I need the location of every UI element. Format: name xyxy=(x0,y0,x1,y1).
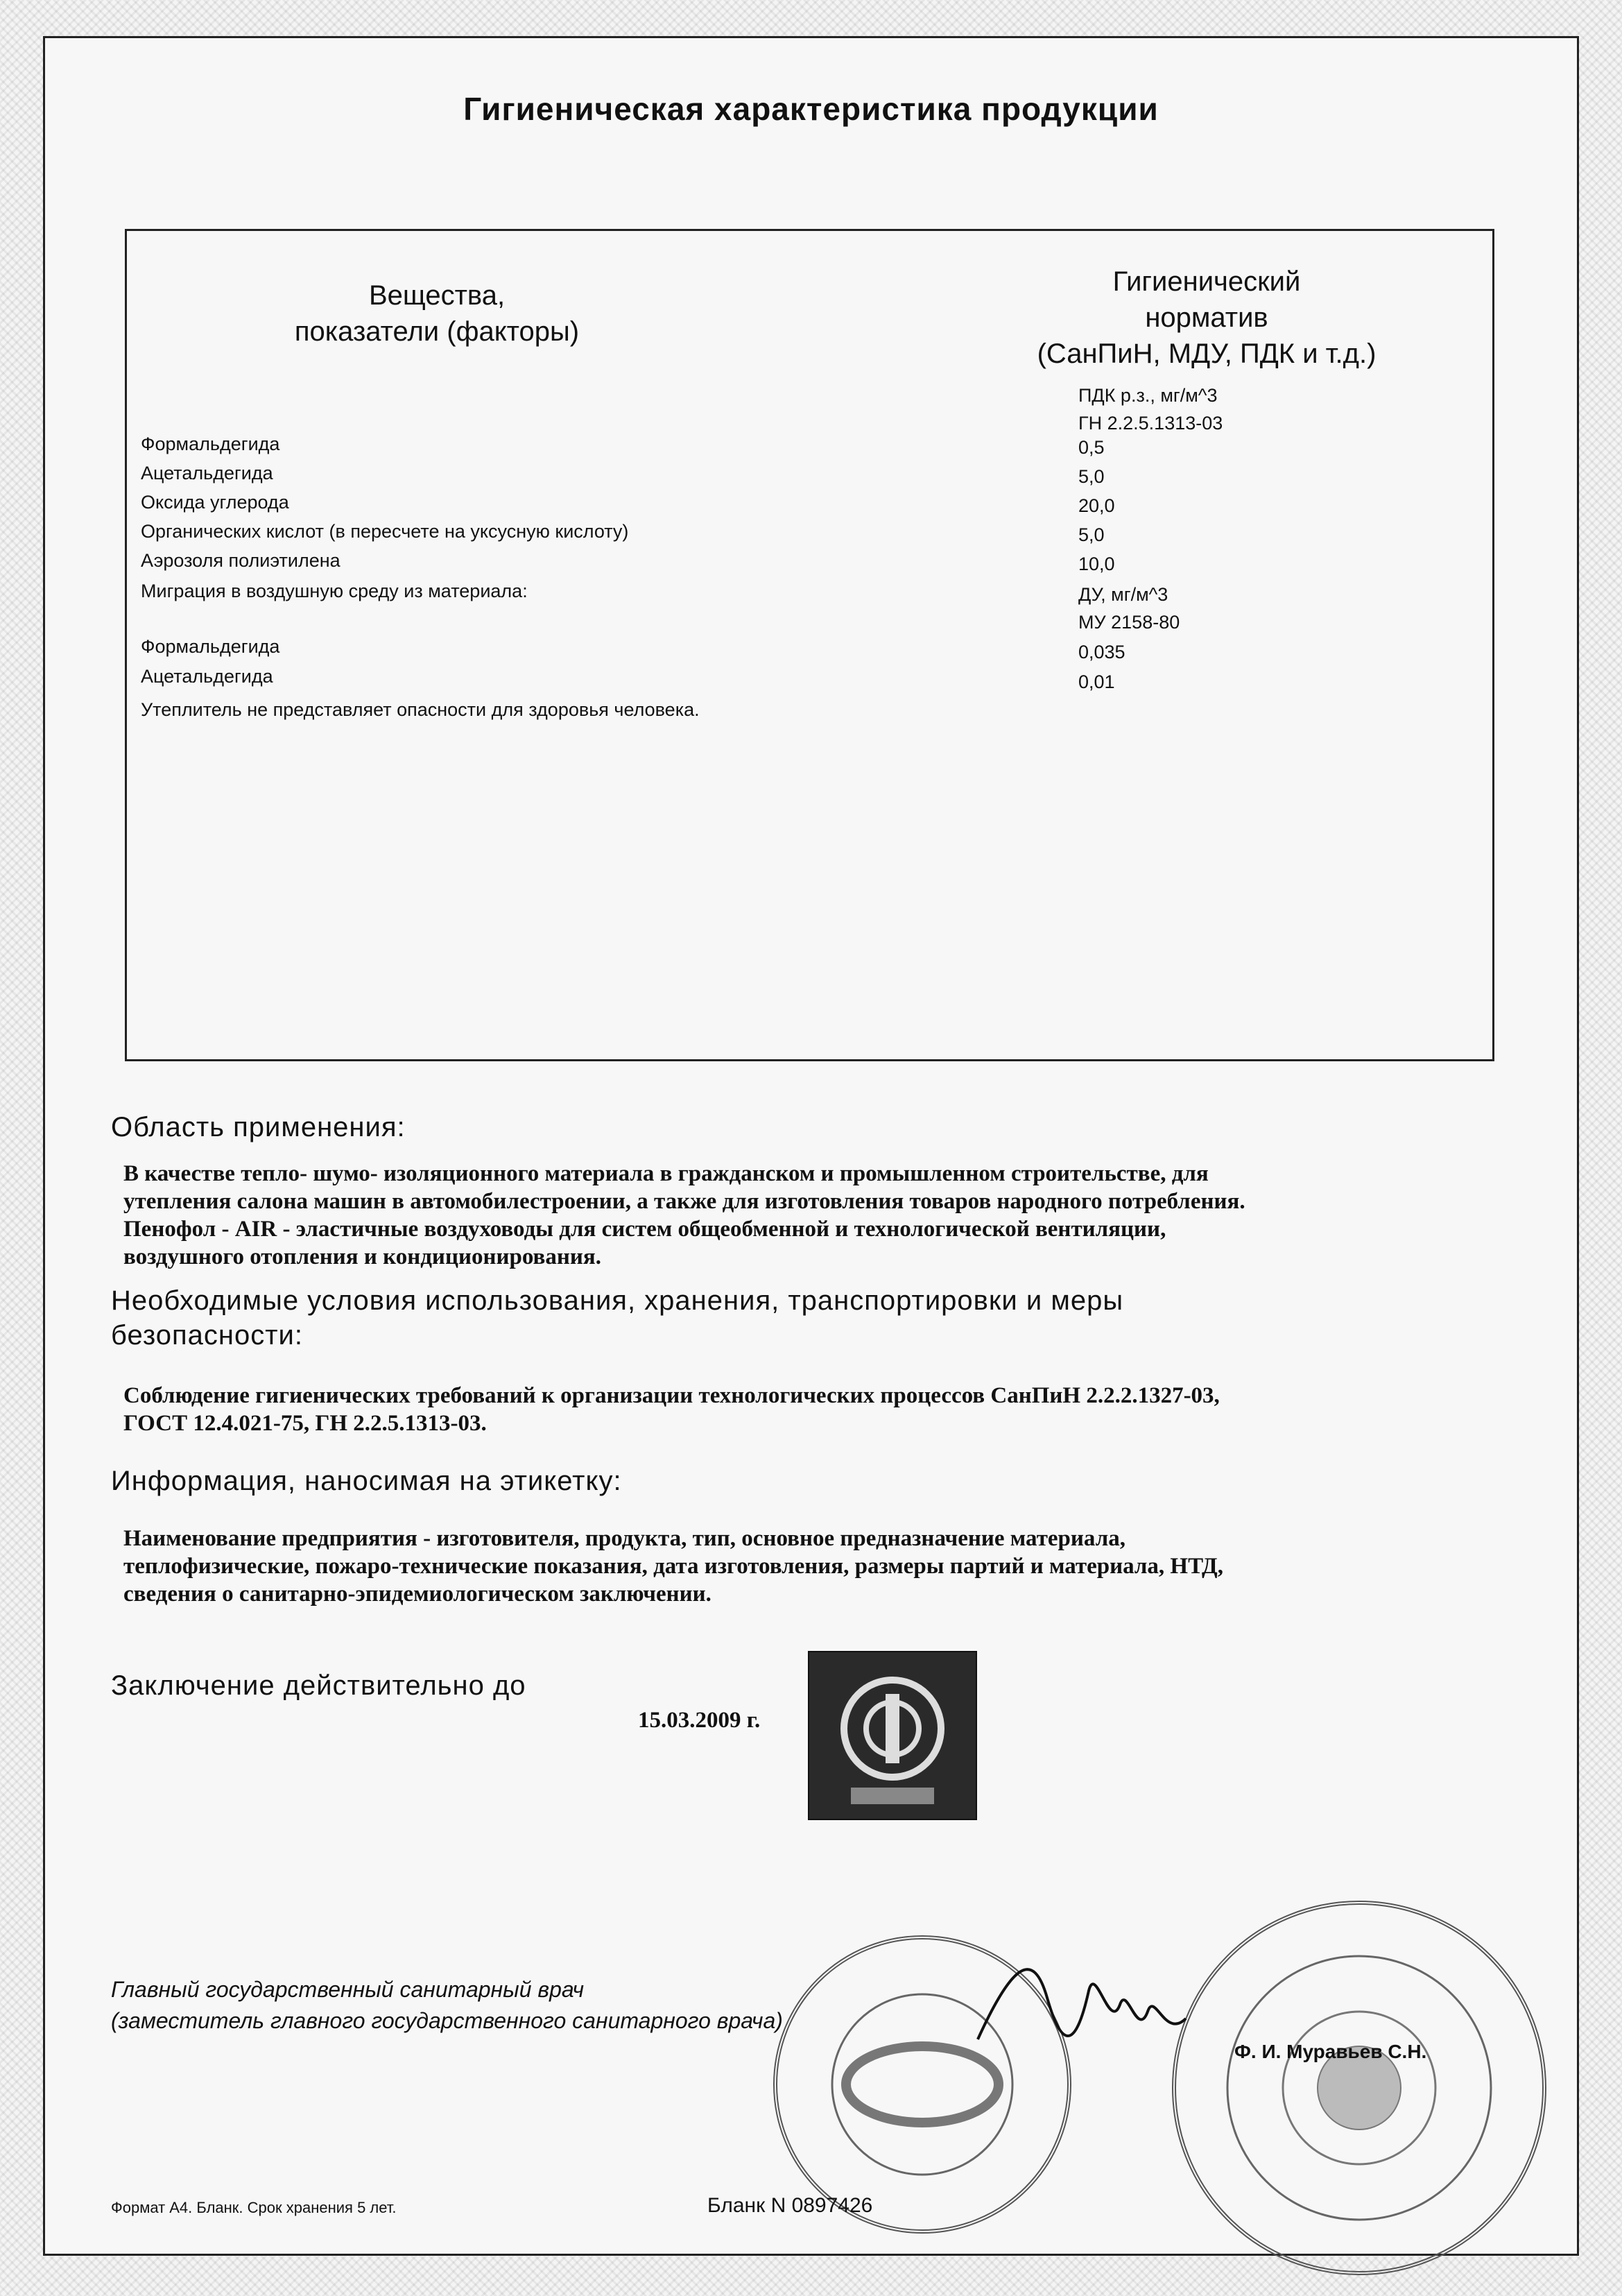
du-reference: МУ 2158-80 xyxy=(1078,612,1180,633)
pdk-reference: ГН 2.2.5.1313-03 xyxy=(1078,413,1223,434)
footer-format: Формат А4. Бланк. Срок хранения 5 лет. xyxy=(111,2199,397,2216)
table-header-substances: Вещества, показатели (факторы) xyxy=(294,280,580,347)
application-heading: Область применения: xyxy=(111,1112,406,1142)
hologram-seal xyxy=(808,1651,977,1820)
label-info-text: Наименование предприятия - изготовителя, продукта, тип, основное предназначение материала, теплофизические, пожаро-технические показания, дата изготовления, размеры партий и материала, НТД, сведения о санитарно-эпидемиологическом заключении. xyxy=(123,1526,1223,1607)
du-units: ДУ, мг/м^3 xyxy=(1078,584,1168,605)
value-formaldehyde: 0,5 xyxy=(1078,437,1105,458)
validity-heading: Заключение действительно до xyxy=(111,1670,526,1701)
migration-formaldehyde: Формальдегида xyxy=(141,636,280,657)
validity-date: 15.03.2009 г. xyxy=(638,1708,761,1733)
application-text: В качестве тепло- шумо- изоляционного материала в гражданском и промышленном строительстве, для утепления салона машин в автомобилестроении, а также для изготовления товаров народного потребления. Пенофол - AIR - эластичные воздуховоды для систем общеобменной и технологической вентиляции, воздушного отопления и кондиционирования. xyxy=(123,1161,1245,1269)
footer-blank-number: Бланк N 0897426 xyxy=(707,2194,873,2217)
conditions-text: Соблюдение гигиенических требований к организации технологических процессов СанПиН 2.2.2.1327-03, ГОСТ 12.4.021-75, ГН 2.2.5.1313-03. xyxy=(123,1383,1220,1436)
safety-note: Утеплитель не представляет опасности для здоровья человека. xyxy=(141,699,700,720)
pdk-units: ПДК р.з., мг/м^3 xyxy=(1078,385,1218,406)
signer-name: Ф. И. Муравьев С.Н. xyxy=(1234,2041,1427,2062)
value-acetaldehyde: 5,0 xyxy=(1078,466,1105,487)
migration-label: Миграция в воздушную среду из материала: xyxy=(141,581,528,601)
document-title: Гигиеническая характеристика продукции xyxy=(463,91,1159,127)
migration-value-formaldehyde: 0,035 xyxy=(1078,642,1125,662)
conditions-heading: Необходимые условия использования, хранения, транспортировки и меры безопасности: xyxy=(111,1285,1124,1351)
table-header-norm: Гигиенический норматив (СанПиН, МДУ, ПДК и т.д.) xyxy=(1037,266,1377,369)
value-carbon-oxide: 20,0 xyxy=(1078,495,1115,516)
substance-polyethylene-aerosol: Аэрозоля полиэтилена xyxy=(141,550,340,571)
value-polyethylene-aerosol: 10,0 xyxy=(1078,554,1115,574)
migration-acetaldehyde: Ацетальдегида xyxy=(141,666,273,687)
doctor-deputy-title: (заместитель главного государственного санитарного врача) xyxy=(111,2008,783,2033)
migration-value-acetaldehyde: 0,01 xyxy=(1078,671,1115,692)
substance-formaldehyde: Формальдегида xyxy=(141,434,280,454)
substance-carbon-oxide: Оксида углерода xyxy=(141,492,289,513)
value-organic-acids: 5,0 xyxy=(1078,524,1105,545)
signature xyxy=(971,1935,1193,2067)
doctor-title: Главный государственный санитарный врач xyxy=(111,1977,585,2002)
sanitary-service-stamp xyxy=(1172,1901,1546,2275)
label-info-heading: Информация, наносимая на этикетку: xyxy=(111,1466,622,1496)
substance-organic-acids: Органических кислот (в пересчете на уксусную кислоту) xyxy=(141,521,629,542)
substance-acetaldehyde: Ацетальдегида xyxy=(141,463,273,483)
